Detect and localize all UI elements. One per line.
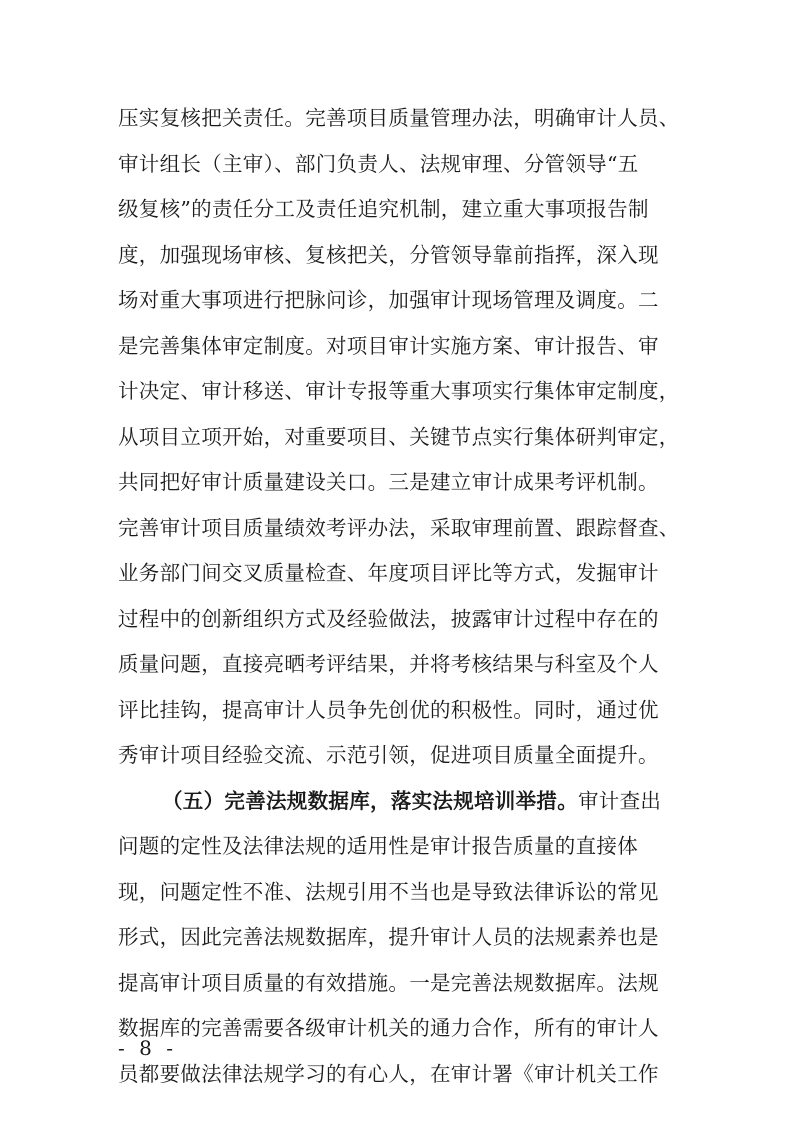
text-line: 数据库的完善需要各级审计机关的通力合作，所有的审计人 bbox=[118, 1016, 659, 1040]
text-line: 完善审计项目质量绩效考评办法，采取审理前置、跟踪督查、 bbox=[118, 515, 680, 540]
text-line: 共同把好审计质量建设关口。三是建立审计成果考评机制。 bbox=[118, 470, 659, 494]
section-heading: （五）完善法规数据库，落实法规培训举措。 bbox=[162, 788, 578, 813]
text-line: 评比挂钩，提高审计人员争先创优的积极性。同时，通过优 bbox=[118, 697, 659, 722]
text-line: 形式，因此完善法规数据库，提升审计人员的法规素养也是 bbox=[118, 925, 659, 949]
text-line: 问题的定性及法律法规的适用性是审计报告质量的直接体 bbox=[118, 834, 638, 858]
text-line: 现，问题定性不准、法规引用不当也是导致法律诉讼的常见 bbox=[118, 879, 659, 904]
text-line: 业务部门间交叉质量检查、年度项目评比等方式，发掘审计 bbox=[118, 561, 659, 585]
text-line: 是完善集体审定制度。对项目审计实施方案、审计报告、审 bbox=[118, 333, 659, 358]
text-line: 从项目立项开始，对重要项目、关键节点实行集体研判审定， bbox=[118, 424, 680, 449]
body-text bbox=[118, 96, 688, 1097]
text-line: 级复核”的责任分工及责任追究机制，建立重大事项报告制 bbox=[118, 197, 649, 221]
text-line: 度，加强现场审核、复核把关，分管领导靠前指挥，深入现 bbox=[118, 242, 659, 267]
text-line: 压实复核把关责任。完善项目质量管理办法，明确审计人员、 bbox=[118, 106, 680, 130]
text-line: 质量问题，直接亮晒考评结果，并将考核结果与科室及个人 bbox=[118, 652, 659, 676]
page-number: - 8 - bbox=[118, 1036, 177, 1060]
text-line: 过程中的创新组织方式及经验做法，披露审计过程中存在的 bbox=[118, 606, 659, 631]
text-line: 提高审计项目质量的有效措施。一是完善法规数据库。法规 bbox=[118, 970, 659, 995]
text-line: 员都要做法律法规学习的有心人，在审计署《审计机关工作 bbox=[118, 1061, 659, 1086]
text-line: 秀审计项目经验交流、示范引领，促进项目质量全面提升。 bbox=[118, 743, 659, 767]
text-line: 计决定、审计移送、审计专报等重大事项实行集体审定制度， bbox=[118, 379, 680, 403]
text-line: 审计组长（主审）、部门负责人、法规审理、分管领导“五 bbox=[118, 151, 639, 176]
text-line: 场对重大事项进行把脉问诊，加强审计现场管理及调度。二 bbox=[118, 288, 659, 312]
section-first-line bbox=[118, 779, 688, 825]
section-heading-continuation: 审计查出 bbox=[578, 788, 662, 813]
